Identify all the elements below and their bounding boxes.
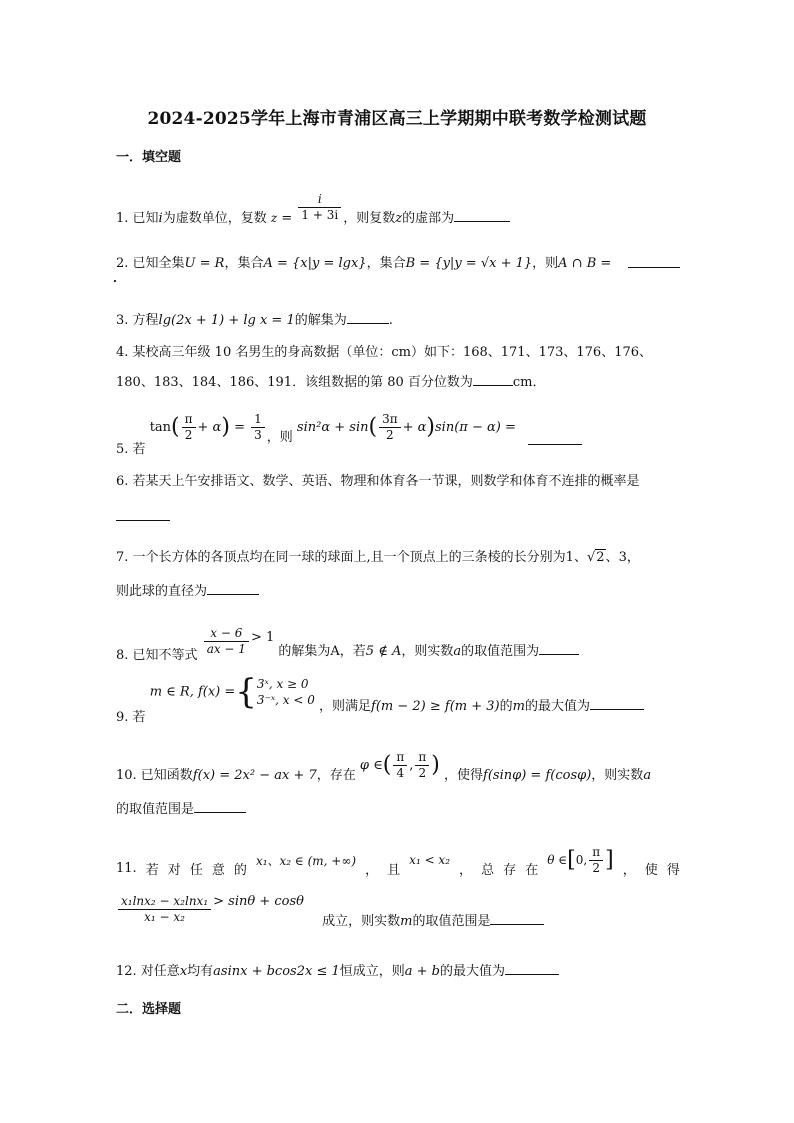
answer-blank[interactable]	[528, 432, 582, 445]
question-4-line-2: 180、183、184、186、191．该组数据的第 80 百分位数为 cm．	[116, 375, 546, 390]
question-7-line-1: 7. 一个长方体的各顶点均在同一球的球面上,且一个顶点上的三条棱的长分别为1、√2、3，	[116, 550, 640, 565]
answer-blank[interactable]	[347, 311, 389, 324]
question-10-line-2: 的取值范围是	[116, 800, 246, 818]
question-10-line-1: 10. 已知函数f(x) = 2x² − ax + 7，存在 φ ∈( $\frac{\pi}{4}$ , $\frac{\pi}{2}$ ) ，使得f(sinφ) = f(cosφ)，则实数a	[116, 750, 652, 783]
question-11-line-2: $\frac{\text{x₁lnx₂ − x₂lnx₁}}{\text{x₁ − x₂}}$ > sinθ + cosθ 成立，则实数m的取值范围是	[116, 894, 544, 934]
question-6: 6. 若某天上午安排语文、数学、英语、物理和体育各一节课，则数学和体育不连排的概率是	[116, 474, 640, 489]
question-1: 1. 已知i为虚数单位，复数 z = $\frac{i}{1 + 3i}$ ，则复数z的虚部为	[116, 192, 510, 227]
stray-mark	[114, 280, 116, 282]
answer-blank[interactable]	[454, 209, 510, 222]
question-2: 2. 已知全集U = R，集合A = {x|y = lgx}，集合B = {y|y = √x + 1}，则A ∩ B =	[116, 252, 680, 271]
question-5: 5. 若 tan( $\frac{\pi}{2}$ + α) = $\frac{1}{3}$ ，则 sin²α + sin( $\frac{3\pi}{2}$ + α)sin(π − α) =	[116, 412, 582, 452]
answer-blank[interactable]	[194, 800, 246, 813]
question-4-line-1: 4. 某校高三年级 10 名男生的身高数据（单位：cm）如下：168、171、173、176、176、	[116, 345, 653, 360]
section-heading-fill-in: 一．填空题	[116, 150, 182, 165]
answer-blank[interactable]	[116, 508, 170, 521]
answer-blank[interactable]	[207, 582, 259, 595]
question-8: 8. 已知不等式 $\frac{x - 6}{ax - 1}$ > 1 的解集为A，若5 ∉ A，则实数a的取值范围为	[116, 626, 579, 662]
answer-blank[interactable]	[473, 373, 513, 386]
answer-blank[interactable]	[490, 912, 544, 925]
question-3: 3. 方程lg(2x + 1) + lg x = 1的解集为 .	[116, 313, 393, 328]
question-11-line-1: 11. 若 对 任 意 的 x₁、x₂ ∈ (m, +∞) ， 且 x₁ < x₂ ， 总 存 在 θ ∈[0, $\frac{\pi}{2}$ ] ， 使 得	[116, 844, 680, 878]
answer-blank[interactable]	[590, 697, 644, 710]
answer-blank[interactable]	[628, 255, 680, 268]
question-9: 9. 若 m ∈ R, f(x) ={ 3ˣ, x ≥ 0 3⁻ˣ, x < 0 ，则满足f(m − 2) ≥ f(m + 3)的m的最大值为	[116, 676, 644, 720]
question-12: 12. 对任意x均有asinx + bcos2x ≤ 1恒成立，则a + b的最大值为	[116, 962, 559, 980]
answer-blank[interactable]	[505, 962, 559, 975]
q1-fraction: $\frac{i}{1 + 3i}$	[298, 192, 341, 223]
answer-blank[interactable]	[539, 642, 579, 655]
page-title: 2024-2025学年上海市青浦区高三上学期期中联考数学检测试题	[147, 109, 647, 129]
section-heading-multiple-choice: 二．选择题	[116, 1002, 182, 1017]
question-7-line-2: 则此球的直径为	[116, 582, 259, 600]
